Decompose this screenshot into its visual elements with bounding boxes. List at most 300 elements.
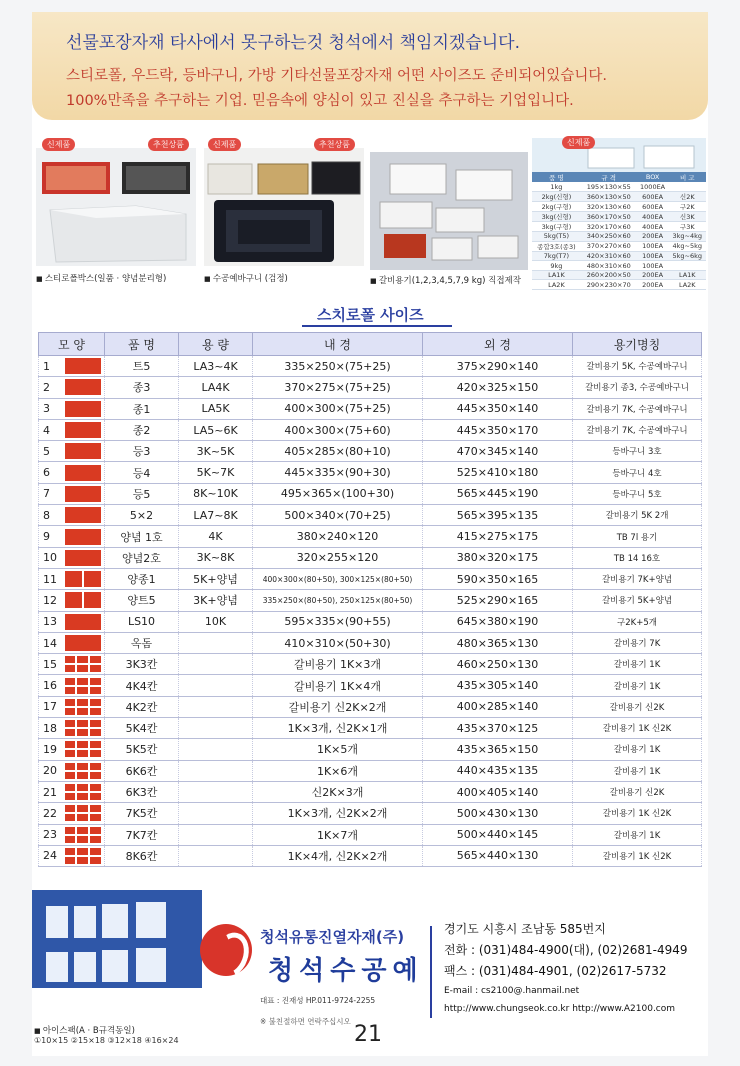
inner-size: 1K×6개 [253, 760, 423, 781]
spec-cell: 신3K [669, 212, 706, 222]
size-row [39, 760, 702, 781]
row-number: 1 [39, 356, 63, 377]
spec-row [532, 232, 706, 242]
outer-size: 565×445×190 [423, 483, 573, 504]
catalog-page [32, 12, 708, 1056]
container-name: 갈비용기 1K 신2K [573, 845, 702, 866]
styrofoam-size-table [38, 332, 702, 867]
shape-swatch [63, 781, 105, 802]
header-capacity: 용 량 [179, 333, 253, 356]
spec-cell: 100EA [637, 251, 669, 261]
capacity [179, 824, 253, 845]
spec-row [532, 222, 706, 232]
capacity [179, 718, 253, 739]
product-name: LS10 [105, 611, 179, 632]
shape-icon [65, 507, 101, 523]
product-name: 4K2칸 [105, 696, 179, 717]
shape-icon [65, 401, 101, 417]
spec-cell [669, 182, 706, 192]
product-name: 5K4칸 [105, 718, 179, 739]
size-row [39, 590, 702, 611]
section-title: 스치로폴 사이즈 [317, 306, 424, 324]
shape-swatch [63, 696, 105, 717]
spec-cell: 3kg(구형) [532, 222, 581, 232]
outer-size: 375×290×140 [423, 356, 573, 377]
size-row [39, 803, 702, 824]
shape-icon [65, 805, 101, 821]
product-name: 종3 [105, 377, 179, 398]
spec-cell: 600EA [637, 192, 669, 202]
capacity [179, 845, 253, 866]
container-name: 등바구니 3호 [573, 441, 702, 462]
page-number: 21 [354, 1022, 382, 1047]
shape-icon [65, 614, 101, 630]
capacity: LA5~6K [179, 419, 253, 440]
spec-cell: LA1K [532, 270, 581, 280]
size-row [39, 377, 702, 398]
shape-swatch [63, 526, 105, 547]
inner-size: 갈비용기 신2K×2개 [253, 696, 423, 717]
shape-swatch [63, 590, 105, 611]
shape-swatch [63, 547, 105, 568]
row-number: 22 [39, 803, 63, 824]
row-number: 16 [39, 675, 63, 696]
product-name: 6K6칸 [105, 760, 179, 781]
shape-icon [65, 486, 101, 502]
row-number: 12 [39, 590, 63, 611]
row-number: 19 [39, 739, 63, 760]
product-name: 등5 [105, 483, 179, 504]
shape-icon [65, 784, 101, 800]
spec-cell: 260×200×50 [581, 270, 637, 280]
outer-size: 565×440×130 [423, 845, 573, 866]
spec-cell: 종합3호(종3) [532, 241, 581, 251]
row-number: 18 [39, 718, 63, 739]
size-row [39, 419, 702, 440]
row-number: 21 [39, 781, 63, 802]
spec-row [532, 270, 706, 280]
shape-swatch [63, 441, 105, 462]
row-number: 4 [39, 419, 63, 440]
shape-icon [65, 720, 101, 736]
row-number: 3 [39, 398, 63, 419]
spec-row [532, 212, 706, 222]
spec-cell: 100EA [637, 241, 669, 251]
size-row [39, 547, 702, 568]
container-name: 갈비용기 1K 신2K [573, 803, 702, 824]
company-websites[interactable]: http://www.chungseok.co.kr http://www.A2100.com [444, 1004, 676, 1014]
banner-line-2: 스티로폴, 우드락, 등바구니, 가방 기타선물포장자재 어떤 사이즈도 준비되어있습니다. [66, 68, 607, 84]
size-row [39, 398, 702, 419]
product-name: 트5 [105, 356, 179, 377]
representative-info: 대표 : 진재성 HP.011-9724-2255 [260, 996, 376, 1005]
outer-size: 460×250×130 [423, 654, 573, 675]
shape-swatch [63, 611, 105, 632]
container-name: 갈비용기 7K, 수공예바구니 [573, 419, 702, 440]
outer-size: 565×395×135 [423, 505, 573, 526]
inner-size: 1K×5개 [253, 739, 423, 760]
product-name: 양트5 [105, 590, 179, 611]
badge-new-3: 신제품 [562, 136, 595, 149]
outer-size: 440×435×135 [423, 760, 573, 781]
header-name: 품 명 [105, 333, 179, 356]
product-name: 5K5칸 [105, 739, 179, 760]
inner-size: 신2K×3개 [253, 781, 423, 802]
shape-icon [65, 529, 101, 545]
badge-new-1: 신제품 [42, 138, 75, 151]
spec-cell: 3kg(신형) [532, 212, 581, 222]
capacity: LA4K [179, 377, 253, 398]
size-row [39, 441, 702, 462]
capacity [179, 781, 253, 802]
badge-recommend-2: 추천상품 [314, 138, 355, 151]
size-row [39, 845, 702, 866]
shape-icon [65, 379, 101, 395]
row-number: 13 [39, 611, 63, 632]
container-name: 구2K+5개 [573, 611, 702, 632]
spec-cell: 신2K [669, 192, 706, 202]
shape-icon [65, 741, 101, 757]
inner-size: 595×335×(90+55) [253, 611, 423, 632]
row-number: 8 [39, 505, 63, 526]
container-name: 갈비용기 1K [573, 824, 702, 845]
shape-icon [65, 656, 101, 672]
capacity: LA3~4K [179, 356, 253, 377]
outer-size: 445×350×140 [423, 398, 573, 419]
spec-cell: 2kg(신형) [532, 192, 581, 202]
container-name: 갈비용기 5K+양념 [573, 590, 702, 611]
shape-icon [65, 465, 101, 481]
row-number: 23 [39, 824, 63, 845]
shape-icon [65, 827, 101, 843]
outer-size: 400×405×140 [423, 781, 573, 802]
capacity: 3K+양념 [179, 590, 253, 611]
row-number: 2 [39, 377, 63, 398]
banner-headline: 선물포장자재 타사에서 못구하는것 청석에서 책임지겠습니다. [66, 33, 520, 53]
inner-size: 400×300×(80+50), 300×125×(80+50) [253, 568, 423, 589]
size-row [39, 483, 702, 504]
shape-icon [65, 571, 101, 587]
container-lid-photo [532, 138, 706, 172]
spec-cell: 320×170×60 [581, 222, 637, 232]
inner-size: 335×250×(75+25) [253, 356, 423, 377]
spec-row [532, 202, 706, 212]
basket-photo [204, 148, 364, 266]
container-spec-table [532, 172, 706, 290]
shape-swatch [63, 675, 105, 696]
spec-cell: 2kg(구형) [532, 202, 581, 212]
inner-size: 갈비용기 1K×3개 [253, 654, 423, 675]
shape-icon [65, 699, 101, 715]
rib-container-photo [370, 152, 528, 270]
size-row [39, 696, 702, 717]
shape-swatch [63, 356, 105, 377]
inner-size: 445×335×(90+30) [253, 462, 423, 483]
shape-swatch [63, 718, 105, 739]
spec-cell: 5kg(T5) [532, 232, 581, 242]
container-name: 갈비용기 7K [573, 632, 702, 653]
outer-size: 590×350×165 [423, 568, 573, 589]
company-name-primary: 청석유통진열자재(주) [260, 928, 405, 946]
container-name: 갈비용기 1K [573, 739, 702, 760]
capacity [179, 675, 253, 696]
container-name: 등바구니 4호 [573, 462, 702, 483]
company-address: 경기도 시흥시 조남동 585번지 [444, 922, 606, 936]
product-name: 7K5칸 [105, 803, 179, 824]
outer-size: 645×380×190 [423, 611, 573, 632]
product-name: 옥돔 [105, 632, 179, 653]
inner-size: 320×255×120 [253, 547, 423, 568]
spec-cell: 5kg~6kg [669, 251, 706, 261]
capacity: 3K~5K [179, 441, 253, 462]
container-name: 갈비용기 1K [573, 654, 702, 675]
capacity [179, 760, 253, 781]
product-name: 5×2 [105, 505, 179, 526]
top-banner [32, 12, 708, 120]
row-number: 10 [39, 547, 63, 568]
spec-cell: 195×130×55 [581, 182, 637, 192]
capacity: LA5K [179, 398, 253, 419]
capacity [179, 696, 253, 717]
container-name: TB 14 16호 [573, 547, 702, 568]
inner-size: 1K×3개, 신2K×1개 [253, 718, 423, 739]
banner-line-3: 100%만족을 추구하는 기업. 믿음속에 양심이 있고 진실을 추구하는 기업입니다. [66, 93, 574, 109]
spec-cell: LA1K [669, 270, 706, 280]
row-number: 7 [39, 483, 63, 504]
container-name: 갈비용기 1K [573, 675, 702, 696]
spec-cell: 320×130×60 [581, 202, 637, 212]
container-name: 등바구니 5호 [573, 483, 702, 504]
capacity: 4K [179, 526, 253, 547]
container-name: 갈비용기 7K, 수공예바구니 [573, 398, 702, 419]
product-name: 등4 [105, 462, 179, 483]
shape-swatch [63, 824, 105, 845]
capacity: 3K~8K [179, 547, 253, 568]
size-header-row [39, 333, 702, 356]
container-name: 갈비용기 종3, 수공예바구니 [573, 377, 702, 398]
inner-size: 495×365×(100+30) [253, 483, 423, 504]
service-notice: ※ 불친절하면 연락주십시오 [260, 1017, 351, 1026]
capacity [179, 654, 253, 675]
capacity: 8K~10K [179, 483, 253, 504]
header-inner-size: 내 경 [253, 333, 423, 356]
product-name: 양념 1호 [105, 526, 179, 547]
shape-swatch [63, 462, 105, 483]
outer-size: 500×440×145 [423, 824, 573, 845]
shape-icon [65, 763, 101, 779]
outer-size: 420×325×150 [423, 377, 573, 398]
inner-size: 500×340×(70+25) [253, 505, 423, 526]
inner-size: 405×285×(80+10) [253, 441, 423, 462]
spec-cell: 7kg(T7) [532, 251, 581, 261]
size-row [39, 611, 702, 632]
inner-size: 380×240×120 [253, 526, 423, 547]
ice-pack-sizes: ①10×15 ②15×18 ③12×18 ④16×24 [34, 1036, 179, 1045]
spec-row [532, 251, 706, 261]
size-row [39, 675, 702, 696]
shape-icon [65, 592, 101, 608]
spec-cell: 370×270×60 [581, 241, 637, 251]
container-name: 갈비용기 신2K [573, 696, 702, 717]
capacity: 10K [179, 611, 253, 632]
spec-cell: 4kg~5kg [669, 241, 706, 251]
header-outer-size: 외 경 [423, 333, 573, 356]
caption-basket: ■ 수공예바구니 (검정) [204, 272, 288, 284]
shape-swatch [63, 654, 105, 675]
caption-rib-container: ■ 갈비용기(1,2,3,4,5,7,9 kg) 직접제작 [370, 274, 521, 286]
product-name: 양념2호 [105, 547, 179, 568]
capacity: 5K+양념 [179, 568, 253, 589]
spec-cell: 구2K [669, 202, 706, 212]
row-number: 11 [39, 568, 63, 589]
container-name: 갈비용기 1K 신2K [573, 718, 702, 739]
shape-swatch [63, 398, 105, 419]
outer-size: 435×365×150 [423, 739, 573, 760]
shape-swatch [63, 377, 105, 398]
header-shape: 모 양 [39, 333, 105, 356]
capacity: 5K~7K [179, 462, 253, 483]
caption-styrofoam-box: ■ 스티로폴박스(일품 · 양념분리형) [36, 272, 166, 284]
spec-row [532, 261, 706, 271]
container-name: 갈비용기 1K [573, 760, 702, 781]
size-row [39, 462, 702, 483]
size-row [39, 654, 702, 675]
spec-row [532, 241, 706, 251]
row-number: 24 [39, 845, 63, 866]
shape-icon [65, 678, 101, 694]
spec-cell: 420×310×60 [581, 251, 637, 261]
inner-size: 370×275×(75+25) [253, 377, 423, 398]
outer-size: 415×275×175 [423, 526, 573, 547]
shape-icon [65, 848, 101, 864]
badge-new-2: 신제품 [208, 138, 241, 151]
spec-cell: 400EA [637, 212, 669, 222]
spec-header-name: 품 명 [532, 172, 581, 182]
outer-size: 525×290×165 [423, 590, 573, 611]
container-name: 갈비용기 신2K [573, 781, 702, 802]
spec-cell: 340×250×60 [581, 232, 637, 242]
shape-icon [65, 358, 101, 374]
spec-cell: LA2K [532, 280, 581, 290]
outer-size: 400×285×140 [423, 696, 573, 717]
size-row [39, 824, 702, 845]
shape-icon [65, 422, 101, 438]
spec-header-note: 비 고 [669, 172, 706, 182]
styrofoam-box-photo [36, 148, 196, 266]
size-row [39, 739, 702, 760]
spec-cell: 480×310×60 [581, 261, 637, 271]
inner-size: 410×310×(50+30) [253, 632, 423, 653]
company-phone: 전화 : (031)484-4900(대), (02)2681-4949 [444, 943, 688, 957]
product-name: 8K6칸 [105, 845, 179, 866]
spec-cell: 600EA [637, 202, 669, 212]
outer-size: 435×370×125 [423, 718, 573, 739]
product-name: 양종1 [105, 568, 179, 589]
spec-cell [669, 261, 706, 271]
row-number: 6 [39, 462, 63, 483]
header-container-name: 용기명칭 [573, 333, 702, 356]
spec-header-box: BOX [637, 172, 669, 182]
product-name: 7K7칸 [105, 824, 179, 845]
spec-cell: 400EA [637, 222, 669, 232]
outer-size: 445×350×170 [423, 419, 573, 440]
spec-cell: 200EA [637, 232, 669, 242]
row-number: 5 [39, 441, 63, 462]
capacity [179, 632, 253, 653]
spec-cell: 290×230×70 [581, 280, 637, 290]
section-underline [302, 325, 452, 327]
capacity [179, 739, 253, 760]
row-number: 17 [39, 696, 63, 717]
shape-icon [65, 443, 101, 459]
shape-swatch [63, 739, 105, 760]
container-name: 갈비용기 5K 2개 [573, 505, 702, 526]
size-row [39, 356, 702, 377]
spec-table-body [532, 182, 706, 290]
spec-cell: 1kg [532, 182, 581, 192]
size-row [39, 526, 702, 547]
product-name: 4K4칸 [105, 675, 179, 696]
shape-icon [65, 550, 101, 566]
size-row [39, 505, 702, 526]
product-name: 종2 [105, 419, 179, 440]
badge-recommend-1: 추천상품 [148, 138, 189, 151]
product-name: 등3 [105, 441, 179, 462]
outer-size: 500×430×130 [423, 803, 573, 824]
size-table-body [39, 356, 702, 867]
row-number: 20 [39, 760, 63, 781]
size-row [39, 568, 702, 589]
shape-swatch [63, 760, 105, 781]
shape-swatch [63, 419, 105, 440]
spec-cell: 구3K [669, 222, 706, 232]
outer-size: 435×305×140 [423, 675, 573, 696]
capacity: LA7~8K [179, 505, 253, 526]
product-name: 6K3칸 [105, 781, 179, 802]
row-number: 9 [39, 526, 63, 547]
outer-size: 380×320×175 [423, 547, 573, 568]
inner-size: 335×250×(80+50), 250×125×(80+50) [253, 590, 423, 611]
shape-swatch [63, 483, 105, 504]
spec-cell: 200EA [637, 270, 669, 280]
shape-swatch [63, 845, 105, 866]
inner-size: 1K×7개 [253, 824, 423, 845]
spec-row [532, 182, 706, 192]
spec-cell: LA2K [669, 280, 706, 290]
row-number: 15 [39, 654, 63, 675]
shape-icon [65, 635, 101, 651]
spec-header-row [532, 172, 706, 182]
inner-size: 400×300×(75+25) [253, 398, 423, 419]
spec-cell: 3kg~4kg [669, 232, 706, 242]
size-row [39, 718, 702, 739]
company-logo-icon [200, 924, 252, 976]
shape-swatch [63, 632, 105, 653]
spec-cell: 200EA [637, 280, 669, 290]
outer-size: 480×365×130 [423, 632, 573, 653]
spec-cell: 9kg [532, 261, 581, 271]
container-name: 갈비용기 7K+양념 [573, 568, 702, 589]
product-name: 종1 [105, 398, 179, 419]
inner-size: 1K×3개, 신2K×2개 [253, 803, 423, 824]
spec-row [532, 280, 706, 290]
ice-pack-caption: ■ 아이스팩(A · B규격동일) [34, 1024, 135, 1036]
spec-cell: 360×170×50 [581, 212, 637, 222]
inner-size: 갈비용기 1K×4개 [253, 675, 423, 696]
outer-size: 470×345×140 [423, 441, 573, 462]
company-email[interactable]: E-mail : cs2100@.hanmail.net [444, 986, 580, 996]
company-fax: 팩스 : (031)484-4901, (02)2617-5732 [444, 964, 667, 978]
